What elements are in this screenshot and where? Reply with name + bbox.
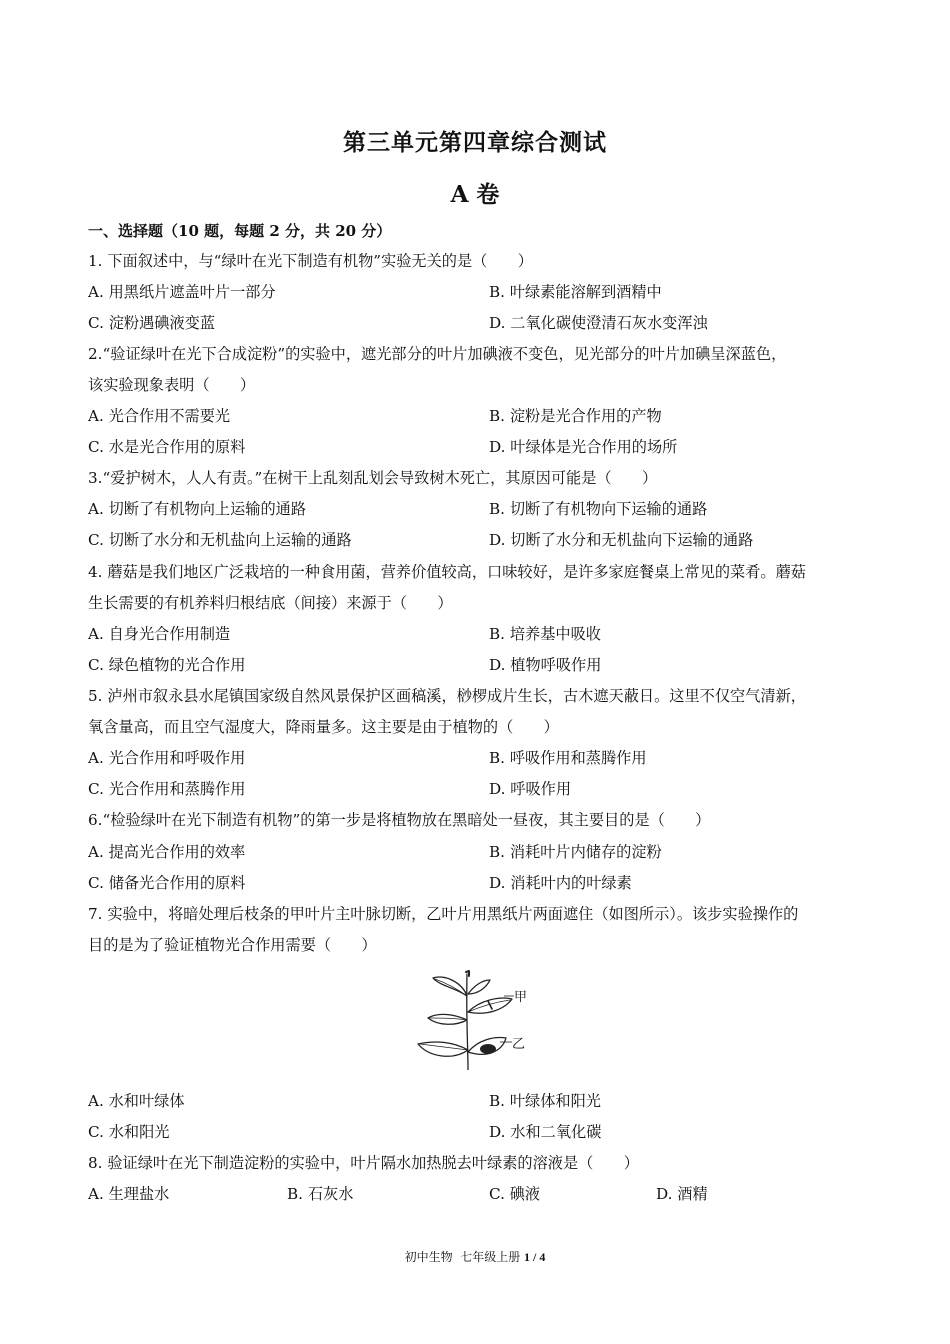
section-heading: 一、选择题（10 题，每题 2 分，共 20 分） bbox=[88, 222, 392, 240]
question-4-option-a: A. 自身光合作用制造 bbox=[88, 625, 231, 643]
figure-label-yi: 乙 bbox=[512, 1037, 526, 1052]
question-2-stem-line1: 2.“验证绿叶在光下合成淀粉”的实验中，遮光部分的叶片加碘液不变色，见光部分的叶片加碘呈深蓝色， bbox=[88, 345, 787, 363]
question-2-stem-line2: 该实验现象表明（ ） bbox=[88, 376, 256, 394]
footer-text: 初中生物 七年级上册 bbox=[404, 1250, 525, 1264]
page-title: 第三单元第四章综合测试 bbox=[343, 129, 607, 156]
question-4-stem-line1: 4. 蘑菇是我们地区广泛栽培的一种食用菌，营养价值较高，口味较好，是许多家庭餐桌上常见的菜肴。蘑菇 bbox=[88, 563, 806, 581]
black-paper-cover bbox=[480, 1044, 496, 1054]
question-1-option-b: B. 叶绿素能溶解到酒精中 bbox=[489, 283, 662, 301]
question-5-option-c: C. 光合作用和蒸腾作用 bbox=[88, 780, 246, 798]
question-8-option-b: B. 石灰水 bbox=[287, 1185, 354, 1203]
question-5-option-a: A. 光合作用和呼吸作用 bbox=[88, 749, 246, 767]
question-1-option-a: A. 用黑纸片遮盖叶片一部分 bbox=[88, 283, 276, 301]
figure-label-jia: 甲 bbox=[514, 990, 528, 1005]
question-1-option-c: C. 淀粉遇碘液变蓝 bbox=[88, 314, 216, 332]
question-3-option-c: C. 切断了水分和无机盐向上运输的通路 bbox=[88, 531, 352, 549]
question-3-option-d: D. 切断了水分和无机盐向下运输的通路 bbox=[489, 531, 754, 549]
question-6-option-a: A. 提高光合作用的效率 bbox=[88, 843, 246, 861]
question-6-option-b: B. 消耗叶片内储存的淀粉 bbox=[489, 843, 662, 861]
question-7-option-a: A. 水和叶绿体 bbox=[88, 1092, 185, 1110]
question-2-option-c: C. 水是光合作用的原料 bbox=[88, 438, 246, 456]
question-7-stem-line1: 7. 实验中，将暗处理后枝条的甲叶片主叶脉切断，乙叶片用黑纸片两面遮住（如图所示）。该步实验操作的 bbox=[88, 905, 799, 923]
question-5-stem-line1: 5. 泸州市叙永县水尾镇国家级自然风景保护区画稿溪，桫椤成片生长，古木遮天蔽日。这里不仅空气清新， bbox=[88, 687, 806, 705]
page-footer bbox=[0, 1248, 950, 1265]
question-6-option-d: D. 消耗叶内的叶绿素 bbox=[489, 874, 632, 892]
question-2-option-d: D. 叶绿体是光合作用的场所 bbox=[489, 438, 678, 456]
question-8-stem: 8. 验证绿叶在光下制造淀粉的实验中，叶片隔水加热脱去叶绿素的溶液是（ ） bbox=[88, 1154, 639, 1172]
question-7-option-b: B. 叶绿体和阳光 bbox=[489, 1092, 601, 1110]
question-3-option-b: B. 切断了有机物向下运输的通路 bbox=[489, 500, 708, 518]
paper-version: A 卷 bbox=[450, 181, 500, 208]
question-3-option-a: A. 切断了有机物向上运输的通路 bbox=[88, 500, 307, 518]
question-8-option-d: D. 酒精 bbox=[656, 1185, 708, 1203]
question-7-option-c: C. 水和阳光 bbox=[88, 1123, 170, 1141]
question-5-stem-line2: 氧含量高，而且空气湿度大，降雨量多。这主要是由于植物的（ ） bbox=[88, 718, 559, 736]
question-2-option-a: A. 光合作用不需要光 bbox=[88, 407, 231, 425]
question-7-stem-line2: 目的是为了验证植物光合作用需要（ ） bbox=[88, 936, 377, 954]
page-number: 1 / 4 bbox=[524, 1250, 546, 1264]
question-1-stem: 1. 下面叙述中，与“绿叶在光下制造有机物”实验无关的是（ ） bbox=[88, 252, 533, 270]
question-6-option-c: C. 储备光合作用的原料 bbox=[88, 874, 246, 892]
question-4-option-d: D. 植物呼吸作用 bbox=[489, 656, 602, 674]
question-2-option-b: B. 淀粉是光合作用的产物 bbox=[489, 407, 662, 425]
question-6-stem: 6.“检验绿叶在光下制造有机物”的第一步是将植物放在黑暗处一昼夜，其主要目的是（ ） bbox=[88, 811, 711, 829]
question-4-option-b: B. 培养基中吸收 bbox=[489, 625, 601, 643]
question-3-stem: 3.“爱护树木，人人有责。”在树干上乱刻乱划会导致树木死亡，其原因可能是（ ） bbox=[88, 469, 658, 487]
question-5-option-b: B. 呼吸作用和蒸腾作用 bbox=[489, 749, 647, 767]
question-8-option-c: C. 碘液 bbox=[489, 1185, 541, 1203]
question-7-option-d: D. 水和二氧化碳 bbox=[489, 1123, 602, 1141]
question-8-option-a: A. 生理盐水 bbox=[88, 1185, 170, 1203]
leaf-branch-figure bbox=[408, 966, 528, 1070]
leaf-top-right bbox=[468, 980, 490, 994]
question-4-option-c: C. 绿色植物的光合作用 bbox=[88, 656, 246, 674]
question-4-stem-line2: 生长需要的有机养料归根结底（间接）来源于（ ） bbox=[88, 594, 453, 612]
question-1-option-d: D. 二氧化碳使澄清石灰水变浑浊 bbox=[489, 314, 708, 332]
question-5-option-d: D. 呼吸作用 bbox=[489, 780, 572, 798]
branch-stem bbox=[467, 974, 468, 1070]
